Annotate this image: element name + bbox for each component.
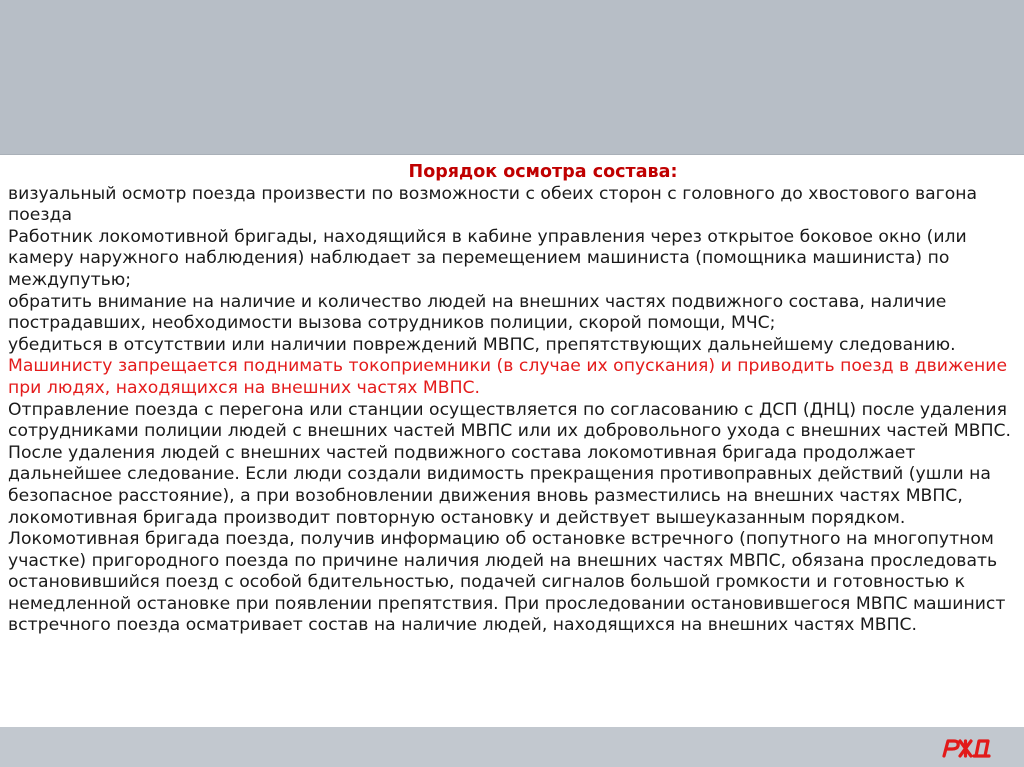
paragraph-warning: Машинисту запрещается поднимать токоприемники (в случае их опускания) и приводить поезд в движение при людях, находящихся на внешних частях МВПС. [8,356,1008,398]
paragraph-oncoming-train: Локомотивная бригада поезда, получив информацию об остановке встречного (попутного на многопутном участке) пригородного поезда по причине наличия людей на внешних частях МВПС, обязана проследовать остановившийся поезд с особой бдительностью, подачей сигналов большой громкости и готовностью к немедленной остановке при появлении препятствия. При проследовании остановившегося МВПС машинист встречного поезда осматривает состав на наличие людей, находящихся на внешних частях МВПС. [8,529,1006,636]
rzd-logo-icon [938,736,994,760]
paragraph-visual-inspection: визуальный осмотр поезда произвести по возможности с обеих сторон с головного до хвостового вагона поезда [8,183,978,226]
footer-band [0,727,1024,767]
paragraph-attention-people: обратить внимание на наличие и количество людей на внешних частях подвижного состава, наличие пострадавших, необходимости вызова сотрудников полиции, скорой помощи, МЧС; [8,291,947,334]
slide-content [8,162,1018,637]
slide-title: Порядок осмотра состава: [408,162,678,182]
paragraph-damage-check: убедиться в отсутствии или наличии повреждений МВПС, препятствующих дальнейшему следованию. [8,334,956,355]
paragraph-after-removal: После удаления людей с внешних частей подвижного состава локомотивная бригада продолжает дальнейшее следование. Если люди создали видимость прекращения противоправных действий (ушли на безопасное расстояние), а при возобновлении движения вновь разместились на внешних частях МВПС, локомотивная бригада производит повторную остановку и действует вышеуказанным порядком. [8,442,991,528]
paragraph-departure: Отправление поезда с перегона или станции осуществляется по согласованию с ДСП (ДНЦ) после удаления сотрудниками полиции людей с внешних частей МВПС или их добровольного ухода с внешних частей МВПС. [8,399,1012,442]
header-band [0,0,1024,155]
paragraph-crew-observation: Работник локомотивной бригады, находящийся в кабине управления через открытое боковое окно (или камеру наружного наблюдения) наблюдает за перемещением машиниста (помощника машиниста) по междупутью; [8,226,967,290]
